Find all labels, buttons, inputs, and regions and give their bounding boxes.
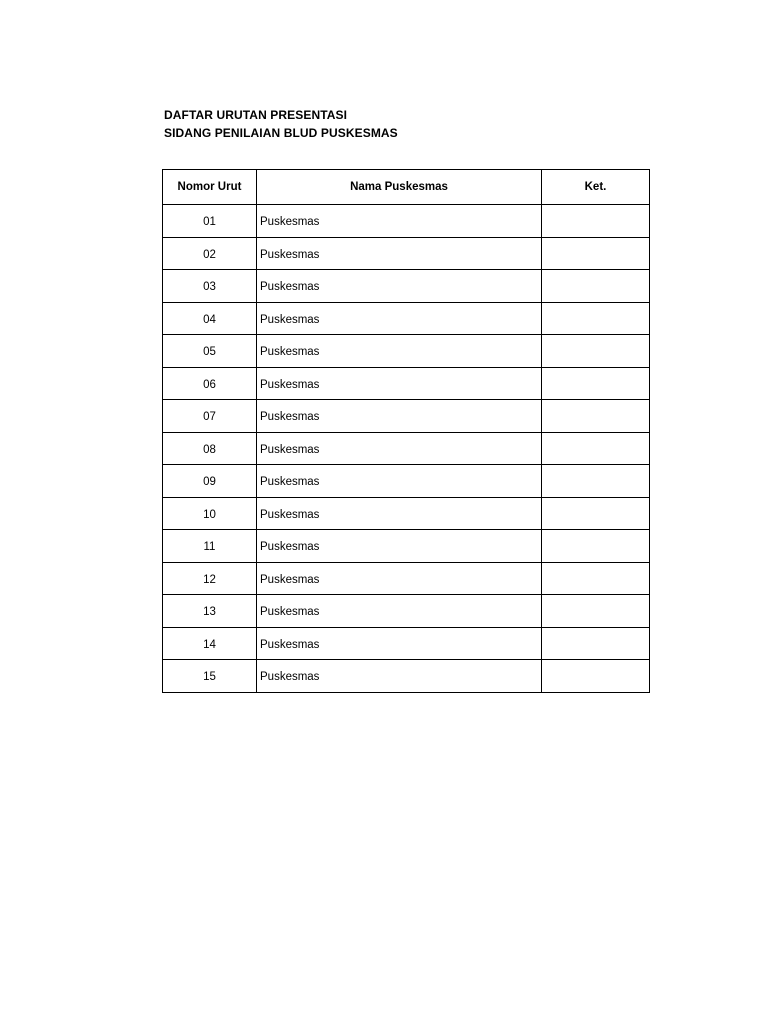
cell-ket bbox=[542, 497, 650, 530]
table-row bbox=[163, 400, 650, 433]
table-row bbox=[163, 367, 650, 400]
table-row bbox=[163, 270, 650, 303]
cell-nomor-urut: 11 bbox=[163, 530, 257, 563]
cell-ket bbox=[542, 302, 650, 335]
cell-nama-puskesmas: Puskesmas bbox=[257, 400, 542, 433]
cell-ket bbox=[542, 400, 650, 433]
cell-nomor-urut: 06 bbox=[163, 367, 257, 400]
cell-nomor-urut: 05 bbox=[163, 335, 257, 368]
cell-ket bbox=[542, 660, 650, 693]
cell-nomor-urut: 12 bbox=[163, 562, 257, 595]
cell-ket bbox=[542, 270, 650, 303]
table-row bbox=[163, 237, 650, 270]
header-nomor-urut: Nomor Urut bbox=[163, 170, 257, 205]
cell-nama-puskesmas: Puskesmas bbox=[257, 627, 542, 660]
cell-nama-puskesmas: Puskesmas bbox=[257, 270, 542, 303]
table-row bbox=[163, 595, 650, 628]
table-row bbox=[163, 465, 650, 498]
table-row bbox=[163, 530, 650, 563]
table-row bbox=[163, 302, 650, 335]
cell-nomor-urut: 07 bbox=[163, 400, 257, 433]
cell-nama-puskesmas: Puskesmas bbox=[257, 562, 542, 595]
header-ket: Ket. bbox=[542, 170, 650, 205]
table-row bbox=[163, 627, 650, 660]
cell-ket bbox=[542, 205, 650, 238]
cell-nama-puskesmas: Puskesmas bbox=[257, 335, 542, 368]
table-row bbox=[163, 432, 650, 465]
cell-ket bbox=[542, 627, 650, 660]
cell-nama-puskesmas: Puskesmas bbox=[257, 660, 542, 693]
cell-ket bbox=[542, 595, 650, 628]
cell-ket bbox=[542, 465, 650, 498]
cell-nomor-urut: 02 bbox=[163, 237, 257, 270]
cell-nama-puskesmas: Puskesmas bbox=[257, 432, 542, 465]
cell-nomor-urut: 14 bbox=[163, 627, 257, 660]
cell-nama-puskesmas: Puskesmas bbox=[257, 465, 542, 498]
table-body bbox=[163, 205, 650, 693]
cell-ket bbox=[542, 562, 650, 595]
cell-ket bbox=[542, 237, 650, 270]
cell-nama-puskesmas: Puskesmas bbox=[257, 302, 542, 335]
cell-nama-puskesmas: Puskesmas bbox=[257, 237, 542, 270]
cell-ket bbox=[542, 530, 650, 563]
cell-ket bbox=[542, 367, 650, 400]
presentation-order-table bbox=[162, 169, 650, 693]
cell-nomor-urut: 01 bbox=[163, 205, 257, 238]
cell-ket bbox=[542, 432, 650, 465]
cell-nomor-urut: 04 bbox=[163, 302, 257, 335]
cell-nama-puskesmas: Puskesmas bbox=[257, 497, 542, 530]
cell-nama-puskesmas: Puskesmas bbox=[257, 205, 542, 238]
cell-nama-puskesmas: Puskesmas bbox=[257, 367, 542, 400]
document-title bbox=[164, 106, 398, 142]
cell-nomor-urut: 09 bbox=[163, 465, 257, 498]
cell-ket bbox=[542, 335, 650, 368]
cell-nomor-urut: 03 bbox=[163, 270, 257, 303]
table-header-row bbox=[163, 170, 650, 205]
cell-nama-puskesmas: Puskesmas bbox=[257, 530, 542, 563]
cell-nomor-urut: 13 bbox=[163, 595, 257, 628]
table-row bbox=[163, 335, 650, 368]
cell-nama-puskesmas: Puskesmas bbox=[257, 595, 542, 628]
cell-nomor-urut: 15 bbox=[163, 660, 257, 693]
title-line-1: DAFTAR URUTAN PRESENTASI bbox=[164, 108, 348, 122]
table-row bbox=[163, 562, 650, 595]
cell-nomor-urut: 10 bbox=[163, 497, 257, 530]
title-line-2: SIDANG PENILAIAN BLUD PUSKESMAS bbox=[164, 126, 398, 140]
table-row bbox=[163, 497, 650, 530]
header-nama-puskesmas: Nama Puskesmas bbox=[257, 170, 542, 205]
table-row bbox=[163, 660, 650, 693]
table-row bbox=[163, 205, 650, 238]
cell-nomor-urut: 08 bbox=[163, 432, 257, 465]
